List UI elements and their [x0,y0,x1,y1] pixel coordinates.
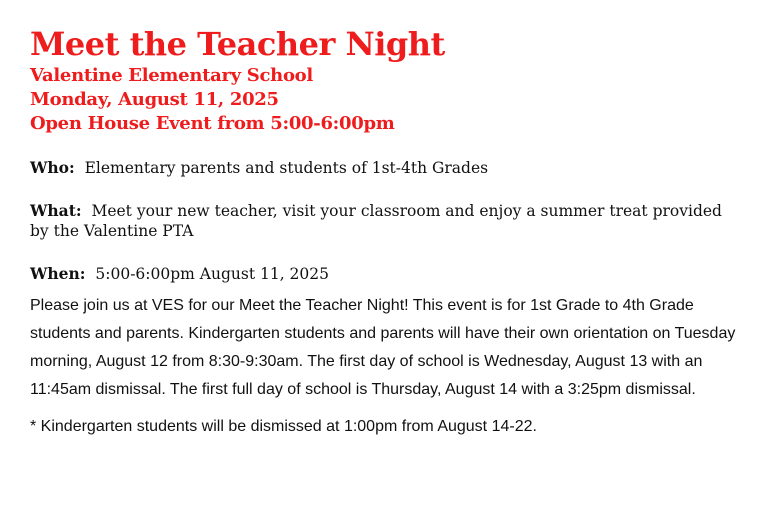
when-text: 5:00-6:00pm August 11, 2025 [95,265,330,283]
page-title: Meet the Teacher Night [30,25,445,63]
what-label: What: [30,201,82,220]
who-text: Elementary parents and students of 1st-4th Grades [84,159,489,177]
event-time: Open House Event from 5:00-6:00pm [30,113,395,134]
when-label: When: [30,264,86,283]
flyer [30,24,744,438]
who-label: Who: [30,158,75,177]
what-text: Meet your new teacher, visit your classroom and enjoy a summer treat provided by the Valentine PTA [30,202,722,240]
description-paragraph: Please join us at VES for our Meet the Teacher Night! This event is for 1st Grade to 4th Grade students and parents. Kindergarten students and parents will have their own orientation on Tuesday morning, August 12 from 8:30-9:30am. The first day of school is Wednesday, August 13 with an 11:45am dismissal. The first full day of school is Thursday, August 14 with a 3:25pm dismissal. [30,297,736,398]
school-name: Valentine Elementary School [30,65,313,86]
kindergarten-note: * Kindergarten students will be dismissed at 1:00pm from August 14-22. [30,418,537,435]
what-line [30,201,744,241]
who-line [30,158,744,178]
event-date: Monday, August 11, 2025 [30,89,279,110]
when-line [30,264,744,284]
